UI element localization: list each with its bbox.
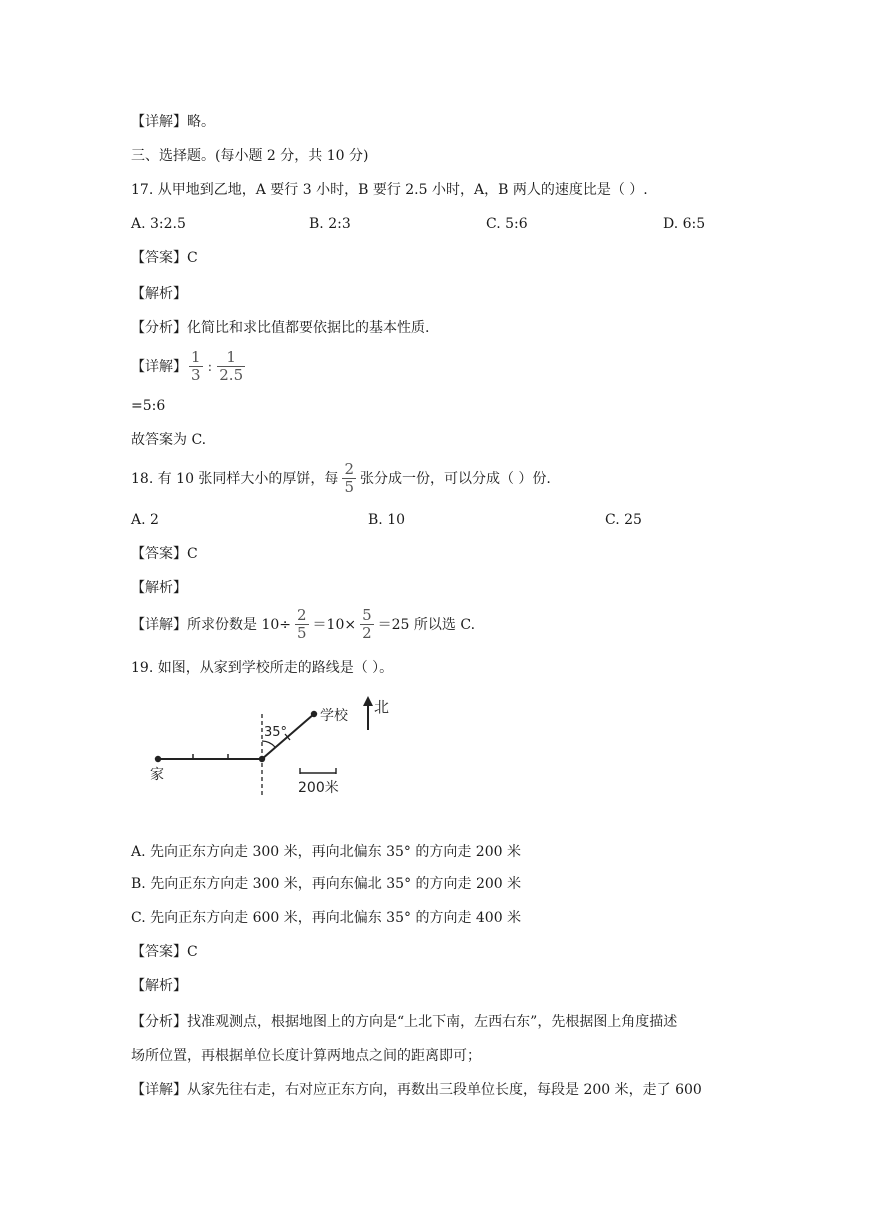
q18-detail	[131, 608, 475, 641]
question-19: 19. 如图，从家到学校所走的路线是（ ）。	[131, 660, 394, 676]
scale-label: 200米	[298, 780, 339, 796]
q18-detail-post: ＝25 所以选 C.	[377, 616, 476, 633]
angle-arc	[262, 741, 275, 747]
q18-jiexi: 【解析】	[131, 580, 187, 596]
q18-detail-pre: 【详解】所求份数是 10÷	[131, 616, 291, 633]
question-18	[131, 462, 551, 495]
q19-option-c: C. 先向正东方向走 600 米，再向北偏东 35° 的方向走 400 米	[131, 910, 522, 926]
route-diagram	[140, 690, 420, 810]
q17-option-a: A. 3:2.5	[131, 216, 186, 232]
line-detail-lue: 【详解】略。	[131, 114, 215, 130]
q19-analysis-2: 场所位置，再根据单位长度计算两地点之间的距离即可；	[131, 1048, 481, 1064]
school-label: 学校	[320, 708, 348, 724]
q17-option-c: C. 5:6	[486, 216, 528, 232]
home-point	[155, 756, 161, 762]
fraction-5-over-2: $\frac{5}{2}$	[362, 606, 372, 642]
q18-option-c: C. 25	[605, 512, 642, 528]
q18-answer: 【答案】C	[131, 546, 198, 562]
q19-jiexi: 【解析】	[131, 978, 187, 994]
q18-option-b: B. 10	[368, 512, 406, 528]
q19-answer: 【答案】C	[131, 944, 198, 960]
q18-text-post: 张分成一份，可以分成（ ）份.	[359, 470, 551, 487]
q17-conclusion: 故答案为 C.	[131, 432, 207, 448]
q19-detail: 【详解】从家先往右走，右对应正东方向，再数出三段单位长度，每段是 200 米，走了 600	[131, 1082, 702, 1098]
q17-answer: 【答案】C	[131, 250, 198, 266]
q18-detail-mid: ＝10×	[312, 616, 357, 633]
q17-option-b: B. 2:3	[309, 216, 351, 232]
section-heading: 三、选择题。(每小题 2 分，共 10 分)	[131, 148, 369, 164]
fraction-one-third: $\frac{1}{3}$	[191, 348, 201, 384]
fraction-two-fifths: $\frac{2}{5}$	[344, 460, 354, 496]
angle-label: 35°	[264, 725, 288, 740]
q17-equals: =5:6	[131, 398, 166, 414]
q19-option-a: A. 先向正东方向走 300 米，再向北偏东 35° 的方向走 200 米	[131, 844, 521, 860]
school-point	[311, 711, 317, 717]
fraction-2-over-5: $\frac{2}{5}$	[297, 606, 307, 642]
q18-option-a: A. 2	[131, 512, 159, 528]
ratio-colon: :	[207, 358, 213, 375]
q19-analysis-1: 【分析】找准观测点，根据地图上的方向是“上北下南，左西右东”，先根据图上角度描述	[131, 1014, 678, 1030]
q17-jiexi: 【解析】	[131, 286, 187, 302]
home-label: 家	[150, 767, 164, 783]
q18-text-pre: 18. 有 10 张同样大小的厚饼，每	[131, 470, 339, 487]
fraction-one-over-2-5: $\frac{1}{2.5}$	[219, 348, 244, 384]
north-arrow-icon	[363, 696, 373, 706]
q17-option-d: D. 6:5	[663, 216, 706, 232]
question-17: 17. 从甲地到乙地，A 要行 3 小时，B 要行 2.5 小时，A，B 两人的速度比是（ ）.	[131, 182, 648, 198]
q17-analysis: 【分析】化简比和求比值都要依据比的基本性质.	[131, 320, 430, 336]
q17-detail-label: 【详解】	[131, 358, 187, 375]
q19-option-b: B. 先向正东方向走 300 米，再向东偏北 35° 的方向走 200 米	[131, 876, 522, 892]
north-label: 北	[374, 698, 390, 716]
q17-detail	[131, 350, 247, 383]
